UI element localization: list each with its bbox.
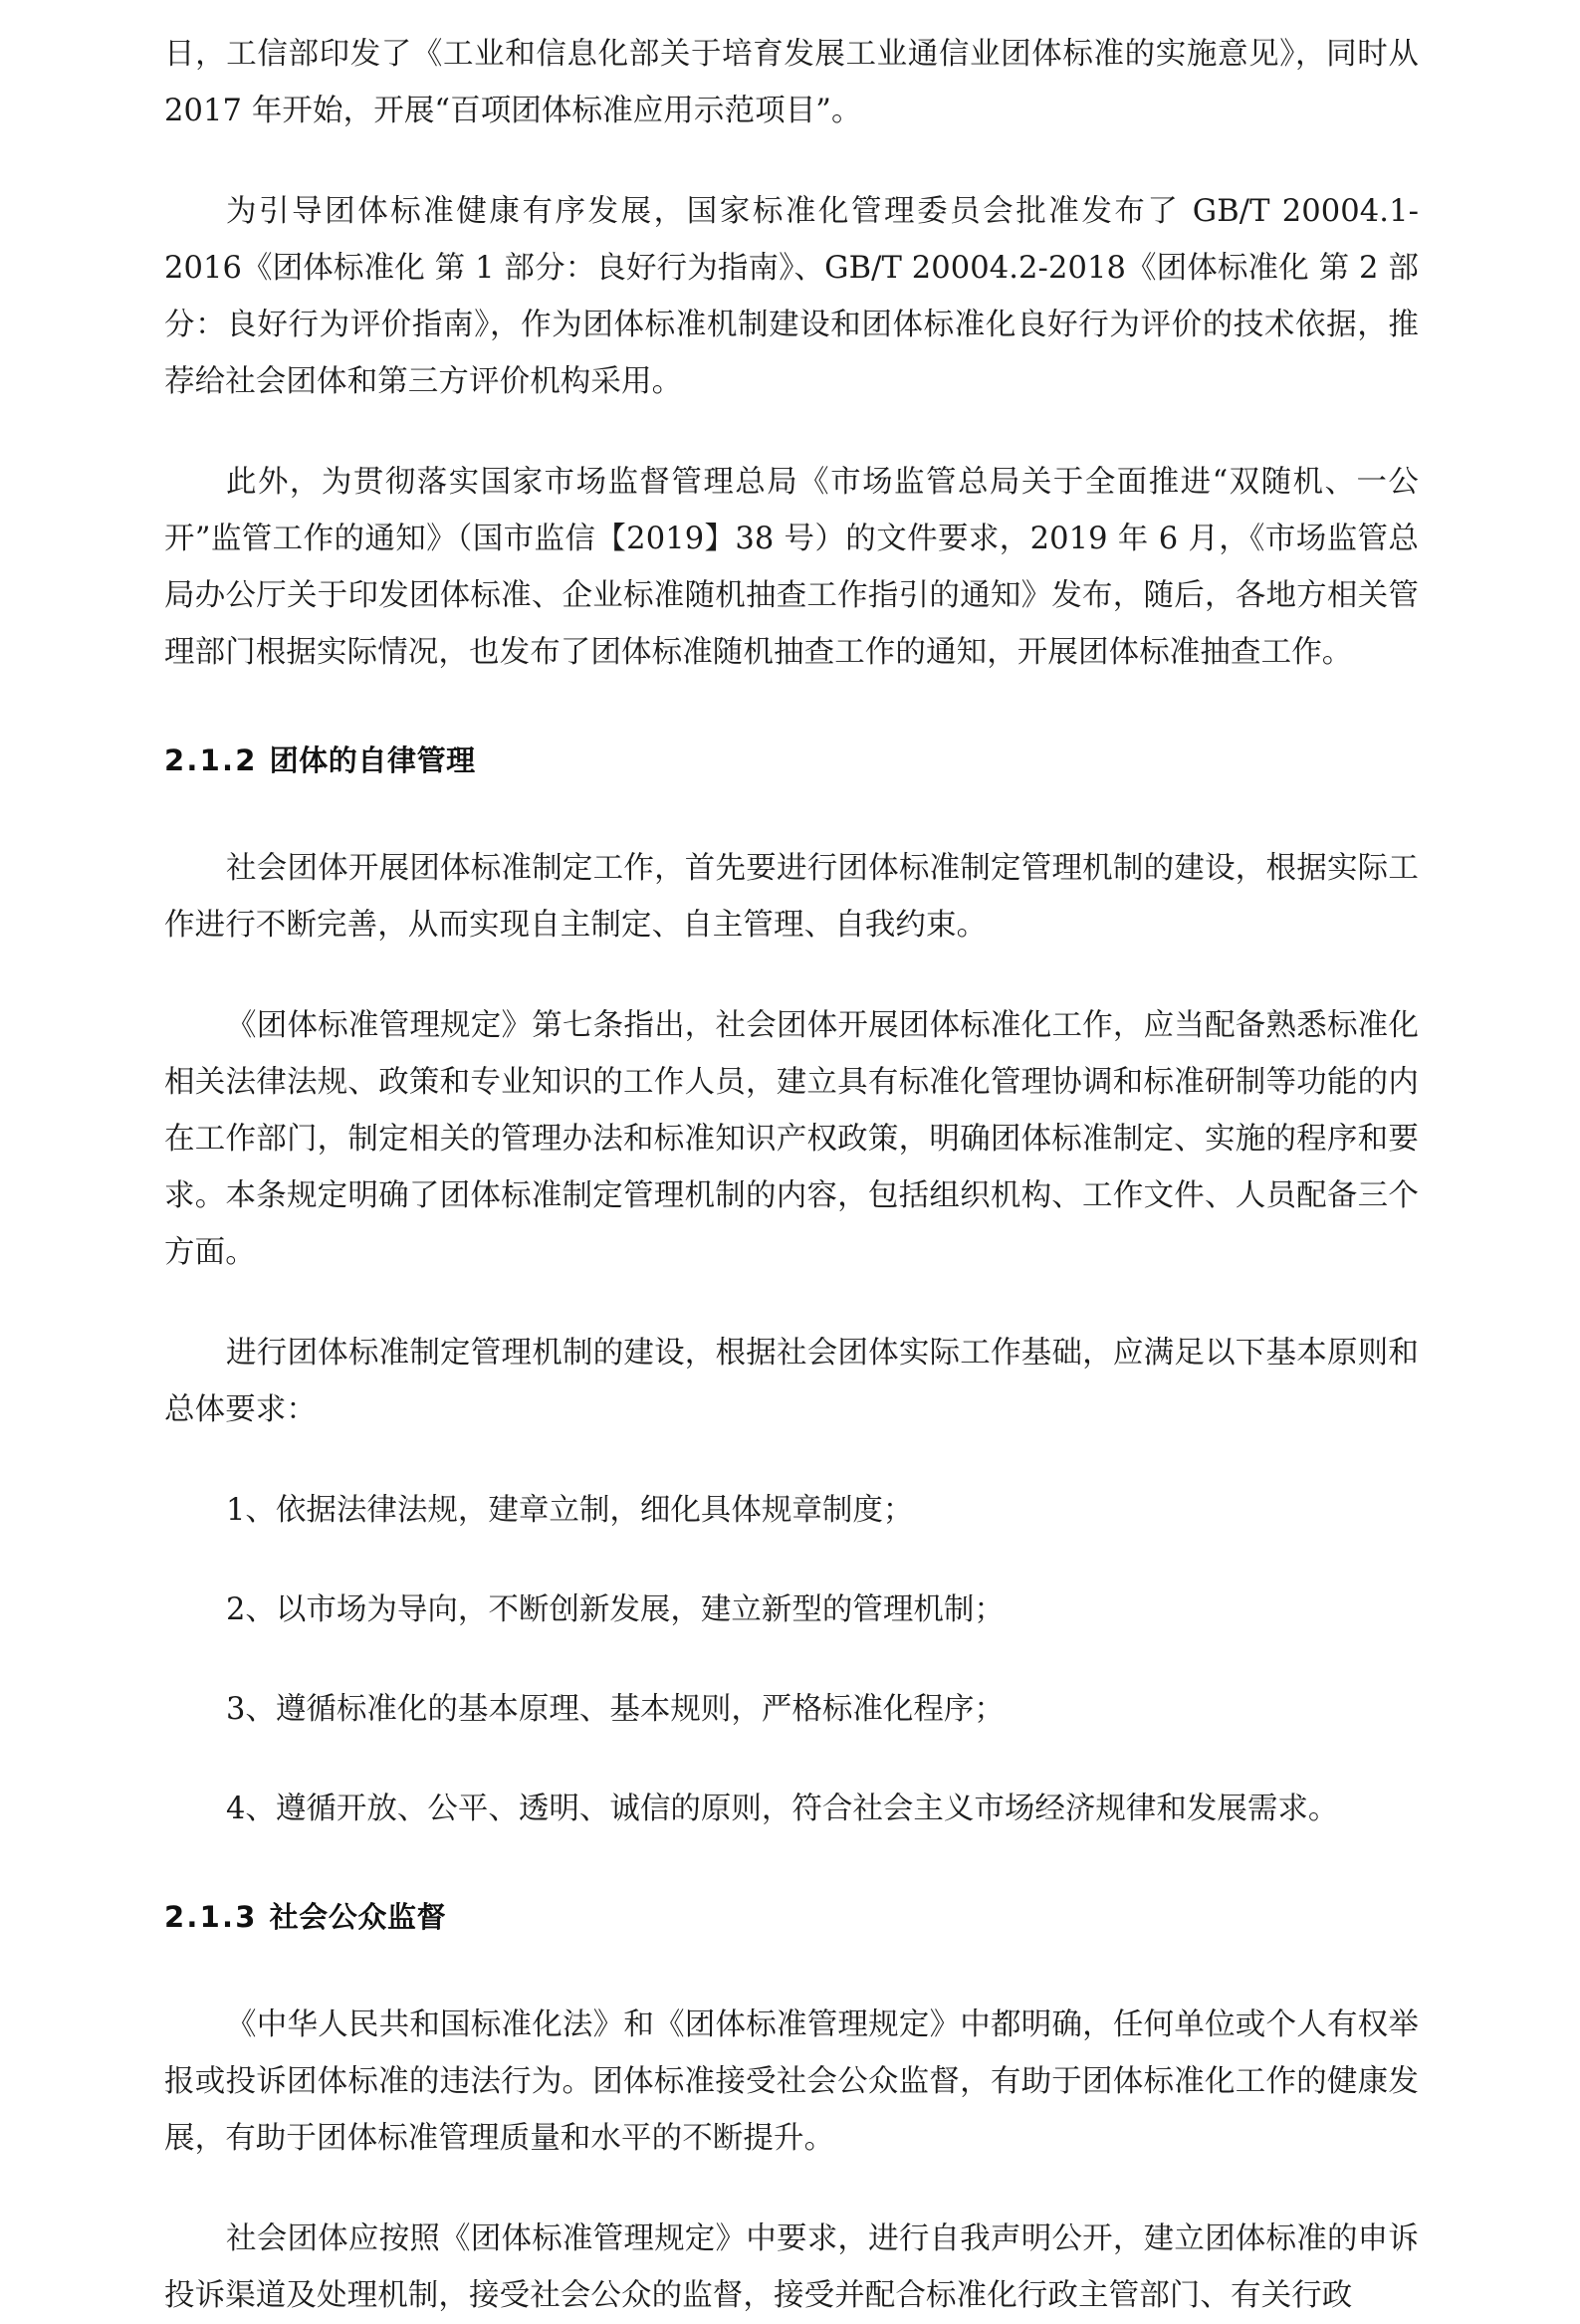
paragraph-spacer bbox=[164, 410, 1419, 454]
paragraph-2-1-2-intro: 社会团体开展团体标准制定工作，首先要进行团体标准制定管理机制的建设，根据实际工作进行不断完善，从而实现自主制定、自主管理、自我约束。 bbox=[164, 851, 1419, 943]
heading-2-1-2-number: 2.1.2 bbox=[164, 743, 258, 777]
heading-spacer bbox=[164, 1837, 1419, 1893]
list-item: 3、遵循标准化的基本原理、基本规则，严格标准化程序； bbox=[226, 1692, 1005, 1727]
paragraph-2-1-3-declaration: 社会团体应按照《团体标准管理规定》中要求，进行自我声明公开，建立团体标准的申诉投诉渠道及处理机制，接受社会公众的监督，接受并配合标准化行政主管部门、有关行政 bbox=[164, 2221, 1419, 2313]
heading-2-1-3-title: 社会公众监督 bbox=[269, 1900, 447, 1934]
paragraph-spacer bbox=[164, 953, 1419, 997]
heading-2-1-3 bbox=[164, 1893, 1419, 1941]
list-item: 1、依据法律法规，建章立制，细化具体规章制度； bbox=[226, 1493, 914, 1528]
heading-2-1-2-title: 团体的自律管理 bbox=[269, 743, 476, 777]
paragraph-top-continuation: 日，工信部印发了《工业和信息化部关于培育发展工业通信业团体标准的实施意见》，同时从 2017 年开始，开展“百项团体标准应用示范项目”。 bbox=[164, 37, 1419, 128]
paragraph-2-1-2-regulation: 《团体标准管理规定》第七条指出，社会团体开展团体标准化工作，应当配备熟悉标准化相关法律法规、政策和专业知识的工作人员，建立具有标准化管理协调和标准研制等功能的内在工作部门，制定相关的管理办法和标准知识产权政策，明确团体标准制定、实施的程序和要求。本条规定明确了团体标准制定管理机制的内容，包括组织机构、工作文件、人员配备三个方面。 bbox=[164, 1008, 1419, 1270]
heading-spacer bbox=[164, 1941, 1419, 1997]
paragraph-2-1-2-requirements-lead: 进行团体标准制定管理机制的建设，根据社会团体实际工作基础，应满足以下基本原则和总体要求： bbox=[164, 1336, 1419, 1427]
document-body bbox=[164, 26, 1419, 2324]
heading-spacer bbox=[164, 784, 1419, 840]
heading-spacer bbox=[164, 681, 1419, 737]
paragraph-2-1-3-law: 《中华人民共和国标准化法》和《团体标准管理规定》中都明确，任何单位或个人有权举报或投诉团体标准的违法行为。团体标准接受社会公众监督，有助于团体标准化工作的健康发展，有助于团体标准管理质量和水平的不断提升。 bbox=[164, 2007, 1419, 2156]
paragraph-spacer bbox=[164, 139, 1419, 183]
list-item: 4、遵循开放、公平、透明、诚信的原则，符合社会主义市场经济规律和发展需求。 bbox=[226, 1792, 1339, 1826]
heading-2-1-2 bbox=[164, 737, 1419, 784]
list-item: 2、以市场为导向，不断创新发展，建立新型的管理机制； bbox=[226, 1592, 1005, 1627]
paragraph-guidance: 为引导团体标准健康有序发展，国家标准化管理委员会批准发布了 GB/T 20004.1-2016《团体标准化 第 1 部分：良好行为指南》、GB/T 20004.2-2018《团体标准化 第 2 部分：良好行为评价指南》，作为团体标准机制建设和团体标准化良好行为评价的技术依据，推荐给社会团体和第三方评价机构采用。 bbox=[164, 194, 1419, 399]
list-spacer bbox=[164, 1438, 1419, 1482]
paragraph-spacer bbox=[164, 1281, 1419, 1325]
paragraph-supervision: 此外，为贯彻落实国家市场监督管理总局《市场监管总局关于全面推进“双随机、一公开”监管工作的通知》（国市监信【2019】38 号）的文件要求，2019 年 6 月，《市场监管总局办公厅关于印发团体标准、企业标准随机抽查工作指引的通知》发布，随后，各地方相关管理部门根据实际情况，也发布了团体标准随机抽查工作的通知，开展团体标准抽查工作。 bbox=[164, 465, 1419, 670]
paragraph-spacer bbox=[164, 2167, 1419, 2211]
principles-list bbox=[164, 1482, 1419, 1837]
heading-2-1-3-number: 2.1.3 bbox=[164, 1900, 258, 1934]
